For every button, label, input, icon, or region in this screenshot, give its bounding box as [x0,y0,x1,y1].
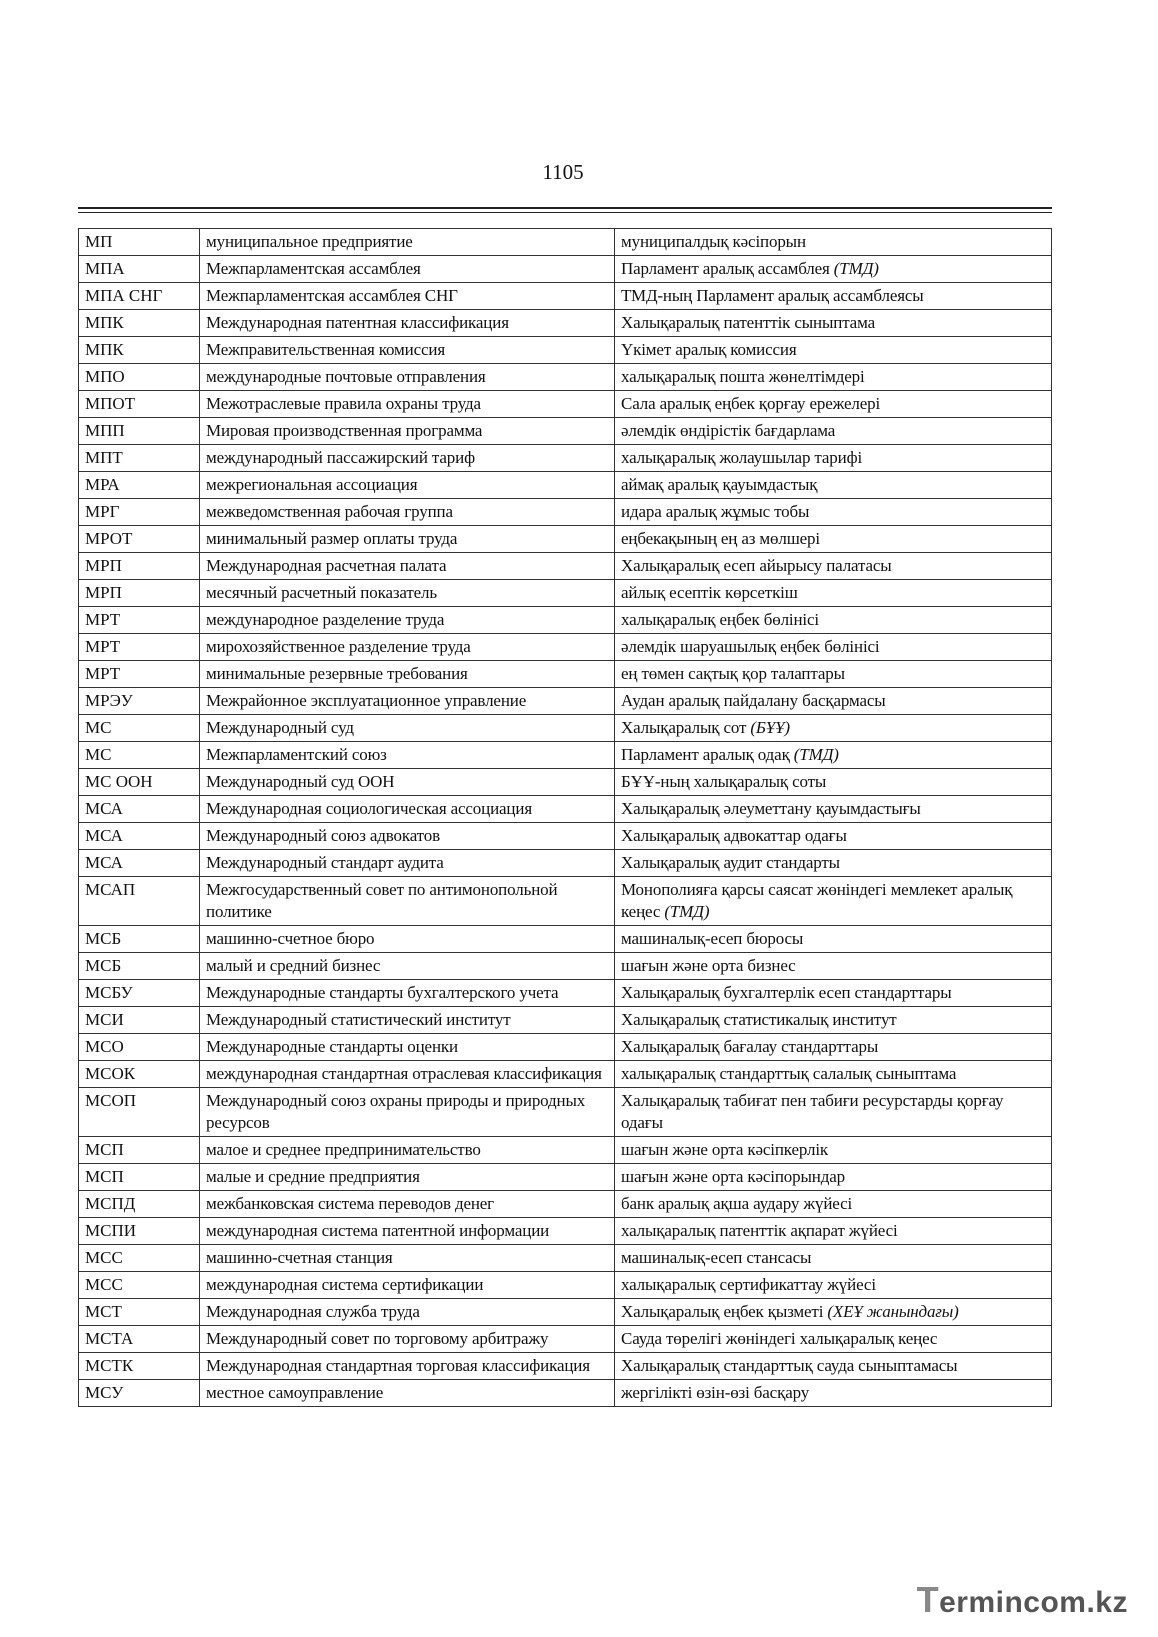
table-row [79,1218,1052,1245]
kazakh-term-cell [615,926,1052,953]
kazakh-term-cell [615,1272,1052,1299]
page-number: 1105 [542,160,584,184]
russian-term-cell: месячный расчетный показатель [200,580,615,607]
abbreviation-cell: МПК [79,310,200,337]
kazakh-term-cell [615,953,1052,980]
kazakh-term-text: халықаралық стандарттық салалық сыныптама [621,1064,957,1083]
kazakh-term-cell [615,1218,1052,1245]
abbreviation-cell: МС [79,715,200,742]
kazakh-term-note: (ХЕҰ жанындағы) [827,1302,959,1321]
kazakh-term-text: Үкімет аралық комиссия [621,340,797,359]
kazakh-term-text: әлемдік өндірістік бағдарлама [621,421,836,440]
kazakh-term-text: Сауда төрелігі жөніндегі халықаралық кеңес [621,1329,938,1348]
russian-term-cell: Международный совет по торговому арбитражу [200,1326,615,1353]
russian-term-cell: Межрайонное эксплуатационное управление [200,688,615,715]
abbreviation-cell: МСО [79,1034,200,1061]
abbreviation-cell: МРА [79,472,200,499]
kazakh-term-text: еңбекақының ең аз мөлшері [621,529,820,548]
table-row [79,1299,1052,1326]
abbreviation-cell: МСС [79,1272,200,1299]
kazakh-term-text: Халықаралық бағалау стандарттары [621,1037,879,1056]
abbreviation-cell: МРП [79,580,200,607]
table-row [79,1034,1052,1061]
russian-term-cell: Межгосударственный совет по антимонопольной политике [200,877,615,926]
abbreviation-cell: МПА [79,256,200,283]
table-row [79,526,1052,553]
russian-term-cell: малый и средний бизнес [200,953,615,980]
russian-term-cell: муниципальное предприятие [200,229,615,256]
kazakh-term-cell [615,688,1052,715]
russian-term-cell: Международная стандартная торговая классификация [200,1353,615,1380]
abbreviation-cell: МПТ [79,445,200,472]
kazakh-term-cell [615,877,1052,926]
kazakh-term-cell [615,418,1052,445]
kazakh-term-text: халықаралық патенттік ақпарат жүйесі [621,1221,898,1240]
abbreviation-cell: МП [79,229,200,256]
kazakh-term-cell [615,445,1052,472]
table-row [79,715,1052,742]
kazakh-term-text: Халықаралық стандарттық сауда сыныптамасы [621,1356,958,1375]
kazakh-term-text: халықаралық жолаушылар тарифі [621,448,863,467]
kazakh-term-text: Халықаралық статистикалық институт [621,1010,897,1029]
kazakh-term-text: ең төмен сақтық қор талаптары [621,664,845,683]
kazakh-term-cell [615,391,1052,418]
russian-term-cell: местное самоуправление [200,1380,615,1407]
table-row [79,742,1052,769]
table-row [79,1272,1052,1299]
kazakh-term-text: халықаралық пошта жөнелтімдері [621,367,865,386]
abbreviation-cell: МРП [79,553,200,580]
kazakh-term-text: аймақ аралық қауымдастық [621,475,818,494]
kazakh-term-cell [615,1326,1052,1353]
terminkom-watermark-logo [917,1579,1128,1621]
russian-term-cell: Межпарламентская ассамблея [200,256,615,283]
abbreviation-cell: МСОП [79,1088,200,1137]
kazakh-term-cell [615,1245,1052,1272]
table-row [79,472,1052,499]
russian-term-cell: машинно-счетная станция [200,1245,615,1272]
kazakh-term-text: муниципалдық кәсіпорын [621,232,806,251]
kazakh-term-text: жергілікті өзін-өзі басқару [621,1383,810,1402]
abbreviation-cell: МСБ [79,926,200,953]
kazakh-term-note: (ТМД) [793,745,839,764]
kazakh-term-text: Монополияға қарсы саясат жөніндегі мемлекет аралық кеңес [621,880,1013,921]
kazakh-term-cell [615,1191,1052,1218]
kazakh-term-text: Халықаралық адвокаттар одағы [621,826,847,845]
header-rule-thin [78,212,1052,213]
kazakh-term-text: айлық есептік көрсеткіш [621,583,798,602]
watermark-logo-letter: T [916,1579,940,1620]
kazakh-term-cell [615,607,1052,634]
table-row [79,796,1052,823]
table-row [79,283,1052,310]
table-row [79,1088,1052,1137]
abbreviation-cell: МСС [79,1245,200,1272]
russian-term-cell: Международный суд ООН [200,769,615,796]
kazakh-term-text: шағын және орта кәсіпорындар [621,1167,845,1186]
watermark-logo-text: ermincom.kz [939,1586,1128,1619]
abbreviation-cell: МСА [79,796,200,823]
abbreviation-cell: МРТ [79,607,200,634]
russian-term-cell: международный пассажирский тариф [200,445,615,472]
abbreviation-cell: МСТК [79,1353,200,1380]
kazakh-term-text: шағын және орта бизнес [621,956,796,975]
russian-term-cell: Международная социологическая ассоциация [200,796,615,823]
abbreviation-cell: МСБ [79,953,200,980]
table-row [79,445,1052,472]
kazakh-term-text: Сала аралық еңбек қорғау ережелері [621,394,881,413]
russian-term-cell: Международный стандарт аудита [200,850,615,877]
russian-term-cell: Международные стандарты бухгалтерского учета [200,980,615,1007]
abbreviation-cell: МРТ [79,661,200,688]
abbreviation-cell: МРОТ [79,526,200,553]
table-row [79,926,1052,953]
table-row [79,1061,1052,1088]
kazakh-term-cell [615,634,1052,661]
kazakh-term-text: Парламент аралық ассамблея [621,259,834,278]
russian-term-cell: Международные стандарты оценки [200,1034,615,1061]
russian-term-cell: международные почтовые отправления [200,364,615,391]
kazakh-term-cell [615,1353,1052,1380]
abbreviation-cell: МСП [79,1137,200,1164]
abbreviation-cell: МРГ [79,499,200,526]
kazakh-term-cell [615,499,1052,526]
table-row [79,418,1052,445]
russian-term-cell: Международный союз охраны природы и природных ресурсов [200,1088,615,1137]
kazakh-term-text: Парламент аралық одақ [621,745,794,764]
abbreviation-cell: МСУ [79,1380,200,1407]
header-rule-thick [78,207,1052,209]
kazakh-term-text: Халықаралық еңбек қызметі [621,1302,828,1321]
kazakh-term-cell [615,472,1052,499]
abbreviation-cell: МСТА [79,1326,200,1353]
table-row [79,391,1052,418]
table-row [79,1007,1052,1034]
kazakh-term-cell [615,980,1052,1007]
russian-term-cell: межбанковская система переводов денег [200,1191,615,1218]
abbreviation-cell: МПА СНГ [79,283,200,310]
kazakh-term-cell [615,1007,1052,1034]
table-row [79,823,1052,850]
kazakh-term-cell [615,1164,1052,1191]
russian-term-cell: Мировая производственная программа [200,418,615,445]
table-row [79,337,1052,364]
table-row [79,877,1052,926]
kazakh-term-cell [615,1299,1052,1326]
kazakh-term-cell [615,553,1052,580]
table-row [79,553,1052,580]
glossary-table [78,228,1052,1407]
kazakh-term-text: шағын және орта кәсіпкерлік [621,1140,829,1159]
table-row [79,1380,1052,1407]
table-row [79,769,1052,796]
abbreviation-cell: МСБУ [79,980,200,1007]
kazakh-term-cell [615,256,1052,283]
russian-term-cell: межрегиональная ассоциация [200,472,615,499]
russian-term-cell: Международная расчетная палата [200,553,615,580]
kazakh-term-text: Аудан аралық пайдалану басқармасы [621,691,886,710]
russian-term-cell: Международный суд [200,715,615,742]
table-row [79,607,1052,634]
table-row [79,256,1052,283]
kazakh-term-text: Халықаралық есеп айырысу палатасы [621,556,892,575]
kazakh-term-text: әлемдік шаруашылық еңбек бөлінісі [621,637,880,656]
abbreviation-cell: МС [79,742,200,769]
kazakh-term-text: Халықаралық табиғат пен табиғи ресурстарды қорғау одағы [621,1091,1004,1132]
russian-term-cell: Международный союз адвокатов [200,823,615,850]
kazakh-term-cell [615,526,1052,553]
kazakh-term-note: (ТМД) [833,259,879,278]
abbreviation-cell: МСИ [79,1007,200,1034]
kazakh-term-text: Халықаралық бухгалтерлік есеп стандарттары [621,983,952,1002]
kazakh-term-cell [615,1088,1052,1137]
table-row [79,688,1052,715]
kazakh-term-text: машиналық-есеп стансасы [621,1248,812,1267]
table-row [79,1191,1052,1218]
table-row [79,580,1052,607]
russian-term-cell: международная стандартная отраслевая классификация [200,1061,615,1088]
table-row [79,1164,1052,1191]
russian-term-cell: мирохозяйственное разделение труда [200,634,615,661]
table-row [79,980,1052,1007]
abbreviation-cell: МС ООН [79,769,200,796]
kazakh-term-text: Халықаралық патенттік сыныптама [621,313,875,332]
abbreviation-cell: МСП [79,1164,200,1191]
kazakh-term-note: (БҰҰ) [750,718,790,737]
table-row [79,1326,1052,1353]
kazakh-term-cell [615,310,1052,337]
kazakh-term-cell [615,364,1052,391]
kazakh-term-text: БҰҰ-ның халықаралық соты [621,772,827,791]
table-row [79,1245,1052,1272]
abbreviation-cell: МСПИ [79,1218,200,1245]
russian-term-cell: малое и среднее предпринимательство [200,1137,615,1164]
russian-term-cell: международное разделение труда [200,607,615,634]
kazakh-term-cell [615,769,1052,796]
glossary-table-body [79,229,1052,1407]
kazakh-term-text: Халықаралық сот [621,718,751,737]
russian-term-cell: Международная патентная классификация [200,310,615,337]
russian-term-cell: малые и средние предприятия [200,1164,615,1191]
table-row [79,1137,1052,1164]
kazakh-term-text: халықаралық еңбек бөлінісі [621,610,819,629]
kazakh-term-cell [615,1061,1052,1088]
abbreviation-cell: МРЭУ [79,688,200,715]
abbreviation-cell: МСАП [79,877,200,926]
russian-term-cell: Межпарламентский союз [200,742,615,769]
table-row [79,364,1052,391]
table-row [79,310,1052,337]
kazakh-term-cell [615,337,1052,364]
abbreviation-cell: МСПД [79,1191,200,1218]
kazakh-term-cell [615,283,1052,310]
russian-term-cell: межведомственная рабочая группа [200,499,615,526]
russian-term-cell: Межотраслевые правила охраны труда [200,391,615,418]
kazakh-term-text: халықаралық сертификаттау жүйесі [621,1275,876,1294]
russian-term-cell: Межпарламентская ассамблея СНГ [200,283,615,310]
kazakh-term-cell [615,742,1052,769]
kazakh-term-cell [615,796,1052,823]
kazakh-term-cell [615,229,1052,256]
kazakh-term-text: банк аралық ақша аудару жүйесі [621,1194,853,1213]
abbreviation-cell: МСОК [79,1061,200,1088]
kazakh-term-cell [615,850,1052,877]
abbreviation-cell: МПО [79,364,200,391]
abbreviation-cell: МСА [79,850,200,877]
kazakh-term-text: ТМД-ның Парламент аралық ассамблеясы [621,286,924,305]
abbreviation-cell: МПОТ [79,391,200,418]
abbreviation-cell: МРТ [79,634,200,661]
kazakh-term-cell [615,580,1052,607]
kazakh-term-cell [615,1034,1052,1061]
kazakh-term-cell [615,1380,1052,1407]
russian-term-cell: Межправительственная комиссия [200,337,615,364]
kazakh-term-cell [615,661,1052,688]
table-row [79,1353,1052,1380]
kazakh-term-text: машиналық-есеп бюросы [621,929,804,948]
table-row [79,229,1052,256]
russian-term-cell: минимальные резервные требования [200,661,615,688]
kazakh-term-cell [615,1137,1052,1164]
abbreviation-cell: МСТ [79,1299,200,1326]
russian-term-cell: минимальный размер оплаты труда [200,526,615,553]
abbreviation-cell: МПК [79,337,200,364]
table-row [79,953,1052,980]
table-row [79,850,1052,877]
abbreviation-cell: МСА [79,823,200,850]
kazakh-term-cell [615,715,1052,742]
russian-term-cell: международная система сертификации [200,1272,615,1299]
kazakh-term-text: Халықаралық аудит стандарты [621,853,840,872]
russian-term-cell: машинно-счетное бюро [200,926,615,953]
table-row [79,634,1052,661]
kazakh-term-text: идара аралық жұмыс тобы [621,502,810,521]
russian-term-cell: Международный статистический институт [200,1007,615,1034]
kazakh-term-cell [615,823,1052,850]
table-row [79,499,1052,526]
kazakh-term-note: (ТМД) [664,902,710,921]
abbreviation-cell: МПП [79,418,200,445]
russian-term-cell: международная система патентной информации [200,1218,615,1245]
table-row [79,661,1052,688]
russian-term-cell: Международная служба труда [200,1299,615,1326]
kazakh-term-text: Халықаралық әлеуметтану қауымдастығы [621,799,921,818]
